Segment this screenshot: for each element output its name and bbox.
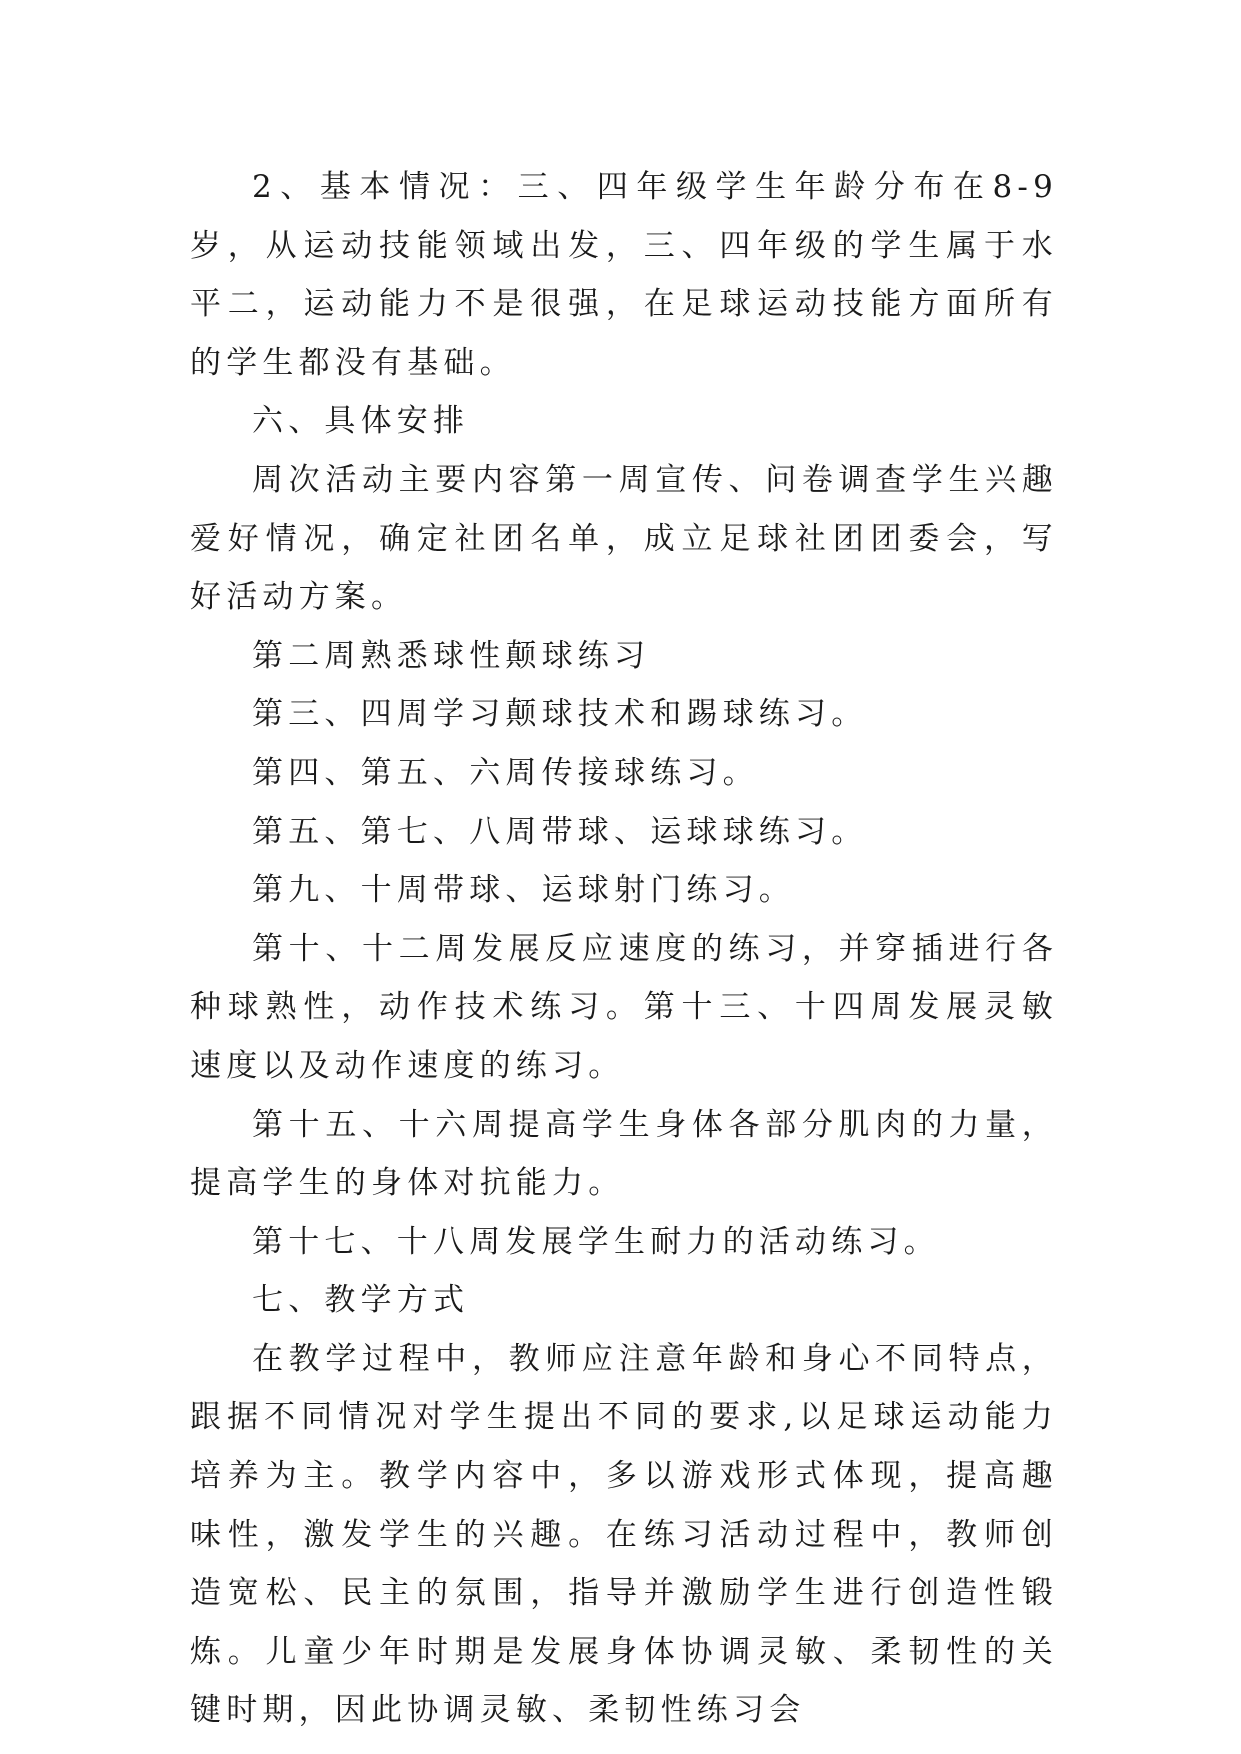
paragraph-week-17-18: 第十七、十八周发展学生耐力的活动练习。 [252,1223,940,1260]
heading-specific-arrangement: 六、具体安排 [252,403,470,440]
paragraph-basic-situation: 2、基本情况：三、四年级学生年龄分布在8-9岁，从运动技能领域出发，三、四年级的学生属于水平二，运动能力不是很强，在足球运动技能方面所有的学生都没有基础。 [190,169,1058,381]
paragraph-week-4-6: 第四、第五、六周传接球练习。 [252,754,759,791]
paragraph-week-9-10: 第九、十周带球、运球射门练习。 [252,872,795,909]
paragraph-teaching-method: 在教学过程中，教师应注意年龄和身心不同特点，跟据不同情况对学生提出不同的要求,以足球运动能力培养为主。教学内容中，多以游戏形式体现，提高趣味性，激发学生的兴趣。在练习活动过程中，教师创造宽松、民主的氛围，指导并激励学生进行创造性锻炼。儿童少年时期是发展身体协调灵敏、柔韧性的关键时期，因此协调灵敏、柔韧性练习会 [190,1340,1058,1729]
paragraph-week-15-16: 第十五、十六周提高学生身体各部分肌肉的力量，提高学生的身体对抗能力。 [190,1106,1058,1202]
document-page [190,158,1058,1740]
paragraph-week-5-8: 第五、第七、八周带球、运球球练习。 [252,813,868,850]
paragraph-week-1: 周次活动主要内容第一周宣传、问卷调查学生兴趣爱好情况，确定社团名单，成立足球社团团委会，写好活动方案。 [190,461,1058,616]
heading-teaching-method: 七、教学方式 [252,1282,470,1319]
paragraph-week-10-14: 第十、十二周发展反应速度的练习，并穿插进行各种球熟性，动作技术练习。第十三、十四周发展灵敏速度以及动作速度的练习。 [190,930,1058,1084]
paragraph-week-3-4: 第三、四周学习颠球技术和踢球练习。 [252,696,868,733]
paragraph-week-2: 第二周熟悉球性颠球练习 [252,637,651,674]
